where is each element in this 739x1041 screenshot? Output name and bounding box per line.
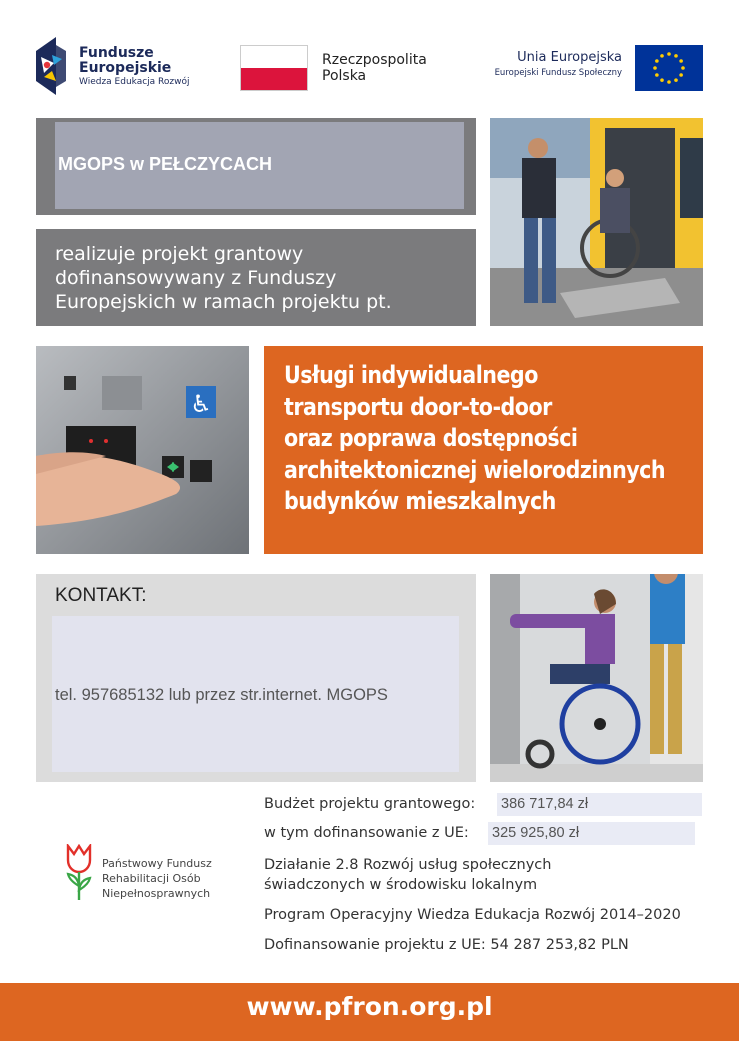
project-title [284,360,666,518]
project-title-line5: budynków mieszkalnych [284,487,556,515]
fundusze-europejskie-logo-icon [36,37,66,95]
action-text [264,855,551,895]
pl-line2: Polska [322,68,367,84]
project-title-line1: Usługi indywidualnego [284,361,538,389]
eu-funding-label: w tym dofinansowanie z UE: [264,825,469,841]
fe-name-line2: Europejskie [79,59,172,76]
pfron-line1: Państwowy Fundusz [102,857,212,870]
pl-line1: Rzeczpospolita [322,52,427,68]
org-name: MGOPS w PEŁCZYCACH [58,154,273,174]
rzeczpospolita-logo-text [322,52,427,84]
intro-line1: realizuje projekt grantowy [55,243,304,265]
intro-text [55,242,455,314]
action-line2: świadczonych w środowisku lokalnym [264,877,538,893]
eu-logo-text [470,50,622,78]
photo-elevator-button [36,346,249,554]
eu-star [679,73,683,77]
fundusze-europejskie-logo [79,46,190,88]
svg-text:♿: ♿ [190,390,212,418]
intro-line3: Europejskich w ramach projektu pt. [55,291,392,313]
program-text: Program Operacyjny Wiedza Edukacja Rozwój 2014–2020 [264,907,681,923]
polish-flag-icon [240,45,308,91]
eu-star [681,66,685,70]
project-funding-text: Dofinansowanie projektu z UE: 54 287 253,82 PLN [264,937,629,953]
eu-star [655,59,659,63]
eu-flag-icon [635,45,703,91]
photo-wheelchair-user [490,574,703,782]
project-title-line3: oraz poprawa dostępności [284,424,578,452]
contact-heading: KONTAKT: [55,585,147,606]
fe-subtitle: Wiedza Edukacja Rozwój [79,77,190,88]
eu-funding-value: 325 925,80 zł [488,822,695,845]
grant-budget-value: 386 717,84 zł [497,793,702,816]
eu-star [660,54,664,58]
eu-star [660,78,664,82]
project-title-line4: architektonicznej wielorodzinnych [284,455,666,484]
eu-star [667,52,671,56]
photo-bus-ramp [490,118,703,326]
pfron-tulip-icon [64,844,94,902]
footer-url-link[interactable]: www.pfron.org.pl [246,992,493,1021]
grant-budget-label: Budżet projektu grantowego: [264,796,476,812]
project-title-line2: transportu door-to-door [284,392,552,421]
pfron-logo-text [102,856,212,901]
eu-star [679,59,683,63]
pfron-line2: Rehabilitacji Osób [102,872,201,885]
eu-star [655,73,659,77]
action-line1: Działanie 2.8 Rozwój usług społecznych [264,857,552,873]
eu-star [653,66,657,70]
eu-star [674,54,678,58]
intro-line2: dofinansowywany z Funduszy [55,267,337,289]
eu-star [667,80,671,84]
contact-text: tel. 957685132 lub przez str.internet. MGOPS [55,686,388,704]
eu-subtitle: Europejski Fundusz Społeczny [494,68,622,78]
eu-star [674,78,678,82]
pfron-line3: Niepełnosprawnych [102,887,211,900]
fe-name-line1: Fundusze [79,45,154,61]
eu-name: Unia Europejska [517,50,622,65]
